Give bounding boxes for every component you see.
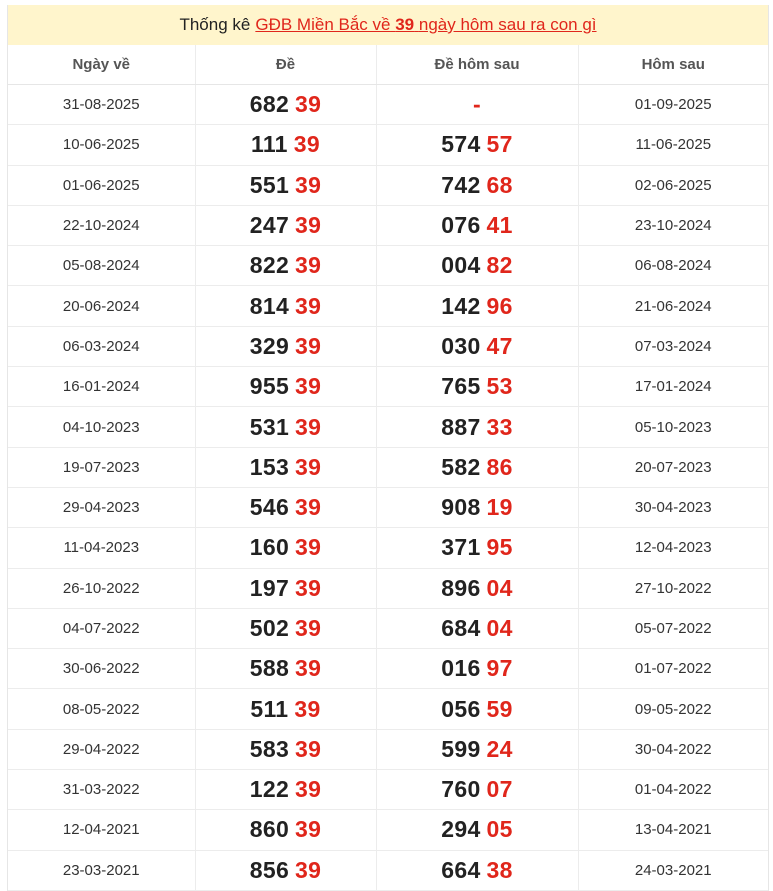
next-date-cell: 05-07-2022 (578, 608, 768, 648)
next-date-cell: 07-03-2024 (578, 326, 768, 366)
de-tail: 39 (295, 776, 322, 803)
next-date-cell: 20-07-2023 (578, 447, 768, 487)
next-date-cell: 21-06-2024 (578, 286, 768, 326)
next-de-head: 742 (441, 171, 481, 198)
results-table (8, 45, 768, 891)
next-de-cell (376, 729, 578, 769)
de-head: 822 (249, 252, 290, 279)
next-date-cell: 01-04-2022 (578, 770, 768, 810)
de-cell (195, 689, 376, 729)
date-cell: 10-06-2025 (8, 125, 195, 165)
next-de-tail: 41 (486, 212, 513, 239)
de-cell (195, 649, 376, 689)
title-link-suffix: ngày hôm sau ra con gì (418, 15, 597, 34)
table-row (8, 850, 768, 890)
next-de-cell (376, 85, 578, 125)
table-row (8, 165, 768, 205)
next-date-cell: 01-09-2025 (578, 85, 768, 125)
next-de-cell (376, 447, 578, 487)
next-date-cell: 11-06-2025 (578, 125, 768, 165)
de-head: 955 (249, 373, 290, 400)
de-cell (195, 205, 376, 245)
next-de-head: 760 (441, 776, 481, 803)
next-de-head: 076 (441, 212, 481, 239)
stats-panel (7, 5, 769, 891)
de-tail: 39 (295, 91, 322, 118)
de-tail: 39 (295, 453, 322, 480)
next-date-cell: 06-08-2024 (578, 246, 768, 286)
de-cell (195, 850, 376, 890)
next-de-tail: 57 (486, 131, 513, 158)
next-de-head: 030 (441, 332, 481, 359)
date-cell: 30-06-2022 (8, 649, 195, 689)
de-cell (195, 85, 376, 125)
next-de-head: 016 (441, 655, 481, 682)
date-cell: 31-08-2025 (8, 85, 195, 125)
next-de-head: 765 (441, 373, 481, 400)
de-tail: 39 (294, 695, 321, 722)
table-row (8, 326, 768, 366)
de-tail: 39 (295, 332, 322, 359)
de-head: 546 (249, 494, 290, 521)
de-cell (195, 487, 376, 527)
next-de-head: 004 (441, 252, 481, 279)
next-de-cell (376, 487, 578, 527)
next-de-head: 908 (441, 494, 481, 521)
date-cell: 04-10-2023 (8, 407, 195, 447)
table-row (8, 447, 768, 487)
de-head: 122 (249, 776, 290, 803)
de-tail: 39 (295, 735, 322, 762)
date-cell: 16-01-2024 (8, 367, 195, 407)
de-head: 247 (249, 212, 290, 239)
next-de-cell (376, 286, 578, 326)
next-de-head: 056 (441, 695, 481, 722)
next-de-head: 599 (441, 735, 481, 762)
next-de-cell (376, 770, 578, 810)
next-de-cell (376, 528, 578, 568)
next-date-cell: 13-04-2021 (578, 810, 768, 850)
next-de-tail: 68 (486, 171, 513, 198)
table-row (8, 246, 768, 286)
date-cell: 19-07-2023 (8, 447, 195, 487)
de-head: 531 (249, 413, 290, 440)
title-link-number: 39 (395, 15, 415, 34)
next-date-cell: 12-04-2023 (578, 528, 768, 568)
col-header-date: Ngày về (8, 45, 195, 85)
de-cell (195, 608, 376, 648)
date-cell: 23-03-2021 (8, 850, 195, 890)
table-row (8, 689, 768, 729)
next-de-cell (376, 367, 578, 407)
date-cell: 01-06-2025 (8, 165, 195, 205)
de-head: 111 (251, 131, 288, 158)
title-link[interactable] (255, 15, 596, 35)
next-de-head: 574 (441, 131, 481, 158)
next-date-cell: 23-10-2024 (578, 205, 768, 245)
de-cell (195, 125, 376, 165)
date-cell: 04-07-2022 (8, 608, 195, 648)
next-de-tail: 95 (486, 534, 513, 561)
de-tail: 39 (295, 655, 322, 682)
de-tail: 39 (295, 574, 322, 601)
de-head: 583 (249, 735, 290, 762)
next-de-head: 294 (441, 816, 481, 843)
next-de-cell (376, 850, 578, 890)
table-row (8, 568, 768, 608)
next-de-cell (376, 649, 578, 689)
next-date-cell: 01-07-2022 (578, 649, 768, 689)
col-header-de: Đề (195, 45, 376, 85)
date-cell: 08-05-2022 (8, 689, 195, 729)
next-date-cell: 02-06-2025 (578, 165, 768, 205)
de-cell (195, 528, 376, 568)
next-de-tail: - (473, 91, 481, 118)
next-date-cell: 27-10-2022 (578, 568, 768, 608)
next-de-tail: 82 (486, 252, 513, 279)
de-cell (195, 770, 376, 810)
de-tail: 39 (295, 534, 322, 561)
table-row (8, 528, 768, 568)
next-de-cell (376, 246, 578, 286)
col-header-next-date: Hôm sau (578, 45, 768, 85)
table-header-row (8, 45, 768, 85)
next-de-tail: 05 (486, 816, 513, 843)
next-date-cell: 30-04-2022 (578, 729, 768, 769)
de-head: 814 (249, 292, 290, 319)
next-de-head: 684 (441, 615, 481, 641)
de-head: 588 (249, 655, 290, 682)
table-row (8, 85, 768, 125)
date-cell: 20-06-2024 (8, 286, 195, 326)
next-date-cell: 24-03-2021 (578, 850, 768, 890)
de-cell (195, 447, 376, 487)
next-de-head: 887 (441, 413, 481, 440)
table-row (8, 367, 768, 407)
de-head: 502 (249, 615, 290, 641)
next-de-head: 142 (441, 292, 481, 319)
de-head: 860 (249, 816, 290, 843)
next-de-tail: 07 (486, 776, 513, 803)
de-head: 551 (249, 171, 290, 198)
de-tail: 39 (295, 413, 322, 440)
next-de-head: 582 (441, 453, 481, 480)
de-head: 197 (249, 574, 290, 601)
de-cell (195, 407, 376, 447)
de-tail: 39 (295, 494, 322, 521)
de-cell (195, 286, 376, 326)
de-tail: 39 (293, 131, 320, 158)
date-cell: 22-10-2024 (8, 205, 195, 245)
de-head: 856 (249, 856, 290, 883)
date-cell: 12-04-2021 (8, 810, 195, 850)
table-row (8, 608, 768, 648)
table-row (8, 487, 768, 527)
next-date-cell: 05-10-2023 (578, 407, 768, 447)
next-de-cell (376, 407, 578, 447)
table-row (8, 125, 768, 165)
de-tail: 39 (295, 212, 322, 239)
next-de-cell (376, 810, 578, 850)
next-de-cell (376, 165, 578, 205)
table-row (8, 810, 768, 850)
de-cell (195, 367, 376, 407)
date-cell: 29-04-2022 (8, 729, 195, 769)
next-de-head: 664 (441, 856, 481, 883)
de-head: 160 (249, 534, 290, 561)
next-de-tail: 53 (486, 373, 513, 400)
de-cell (195, 165, 376, 205)
next-date-cell: 17-01-2024 (578, 367, 768, 407)
page-title (8, 5, 768, 45)
table-row (8, 286, 768, 326)
table-row (8, 729, 768, 769)
table-row (8, 205, 768, 245)
next-de-cell (376, 326, 578, 366)
table-row (8, 770, 768, 810)
next-de-tail: 33 (486, 413, 513, 440)
next-de-tail: 97 (486, 655, 513, 682)
next-de-cell (376, 689, 578, 729)
de-tail: 39 (295, 816, 322, 843)
next-de-cell (376, 205, 578, 245)
de-cell (195, 729, 376, 769)
next-date-cell: 09-05-2022 (578, 689, 768, 729)
de-cell (195, 326, 376, 366)
de-tail: 39 (295, 292, 322, 319)
next-de-head: 896 (441, 574, 481, 601)
col-header-next-de: Đề hôm sau (376, 45, 578, 85)
de-cell (195, 810, 376, 850)
date-cell: 26-10-2022 (8, 568, 195, 608)
next-de-tail: 47 (486, 332, 513, 359)
title-prefix: Thống kê (179, 15, 251, 34)
next-de-tail: 38 (486, 856, 513, 883)
date-cell: 06-03-2024 (8, 326, 195, 366)
next-date-cell: 30-04-2023 (578, 487, 768, 527)
next-de-tail: 04 (486, 574, 513, 601)
next-de-tail: 19 (486, 494, 513, 521)
date-cell: 11-04-2023 (8, 528, 195, 568)
de-tail: 39 (295, 171, 322, 198)
next-de-tail: 04 (486, 615, 513, 641)
next-de-cell (376, 568, 578, 608)
table-row (8, 649, 768, 689)
date-cell: 31-03-2022 (8, 770, 195, 810)
next-de-tail: 24 (486, 735, 513, 762)
de-cell (195, 568, 376, 608)
de-head: 329 (249, 332, 290, 359)
de-tail: 39 (295, 615, 322, 641)
table-row (8, 407, 768, 447)
de-tail: 39 (295, 252, 322, 279)
de-head: 511 (250, 695, 289, 722)
de-head: 153 (249, 453, 290, 480)
title-link-text: GĐB Miền Bắc về (255, 15, 391, 34)
de-tail: 39 (295, 856, 322, 883)
de-head: 682 (249, 91, 290, 118)
date-cell: 05-08-2024 (8, 246, 195, 286)
next-de-tail: 86 (486, 453, 513, 480)
next-de-head: 371 (441, 534, 481, 561)
date-cell: 29-04-2023 (8, 487, 195, 527)
de-tail: 39 (295, 373, 322, 400)
next-de-tail: 59 (486, 695, 513, 722)
de-cell (195, 246, 376, 286)
next-de-cell (376, 608, 578, 648)
next-de-cell (376, 125, 578, 165)
next-de-tail: 96 (486, 292, 513, 319)
